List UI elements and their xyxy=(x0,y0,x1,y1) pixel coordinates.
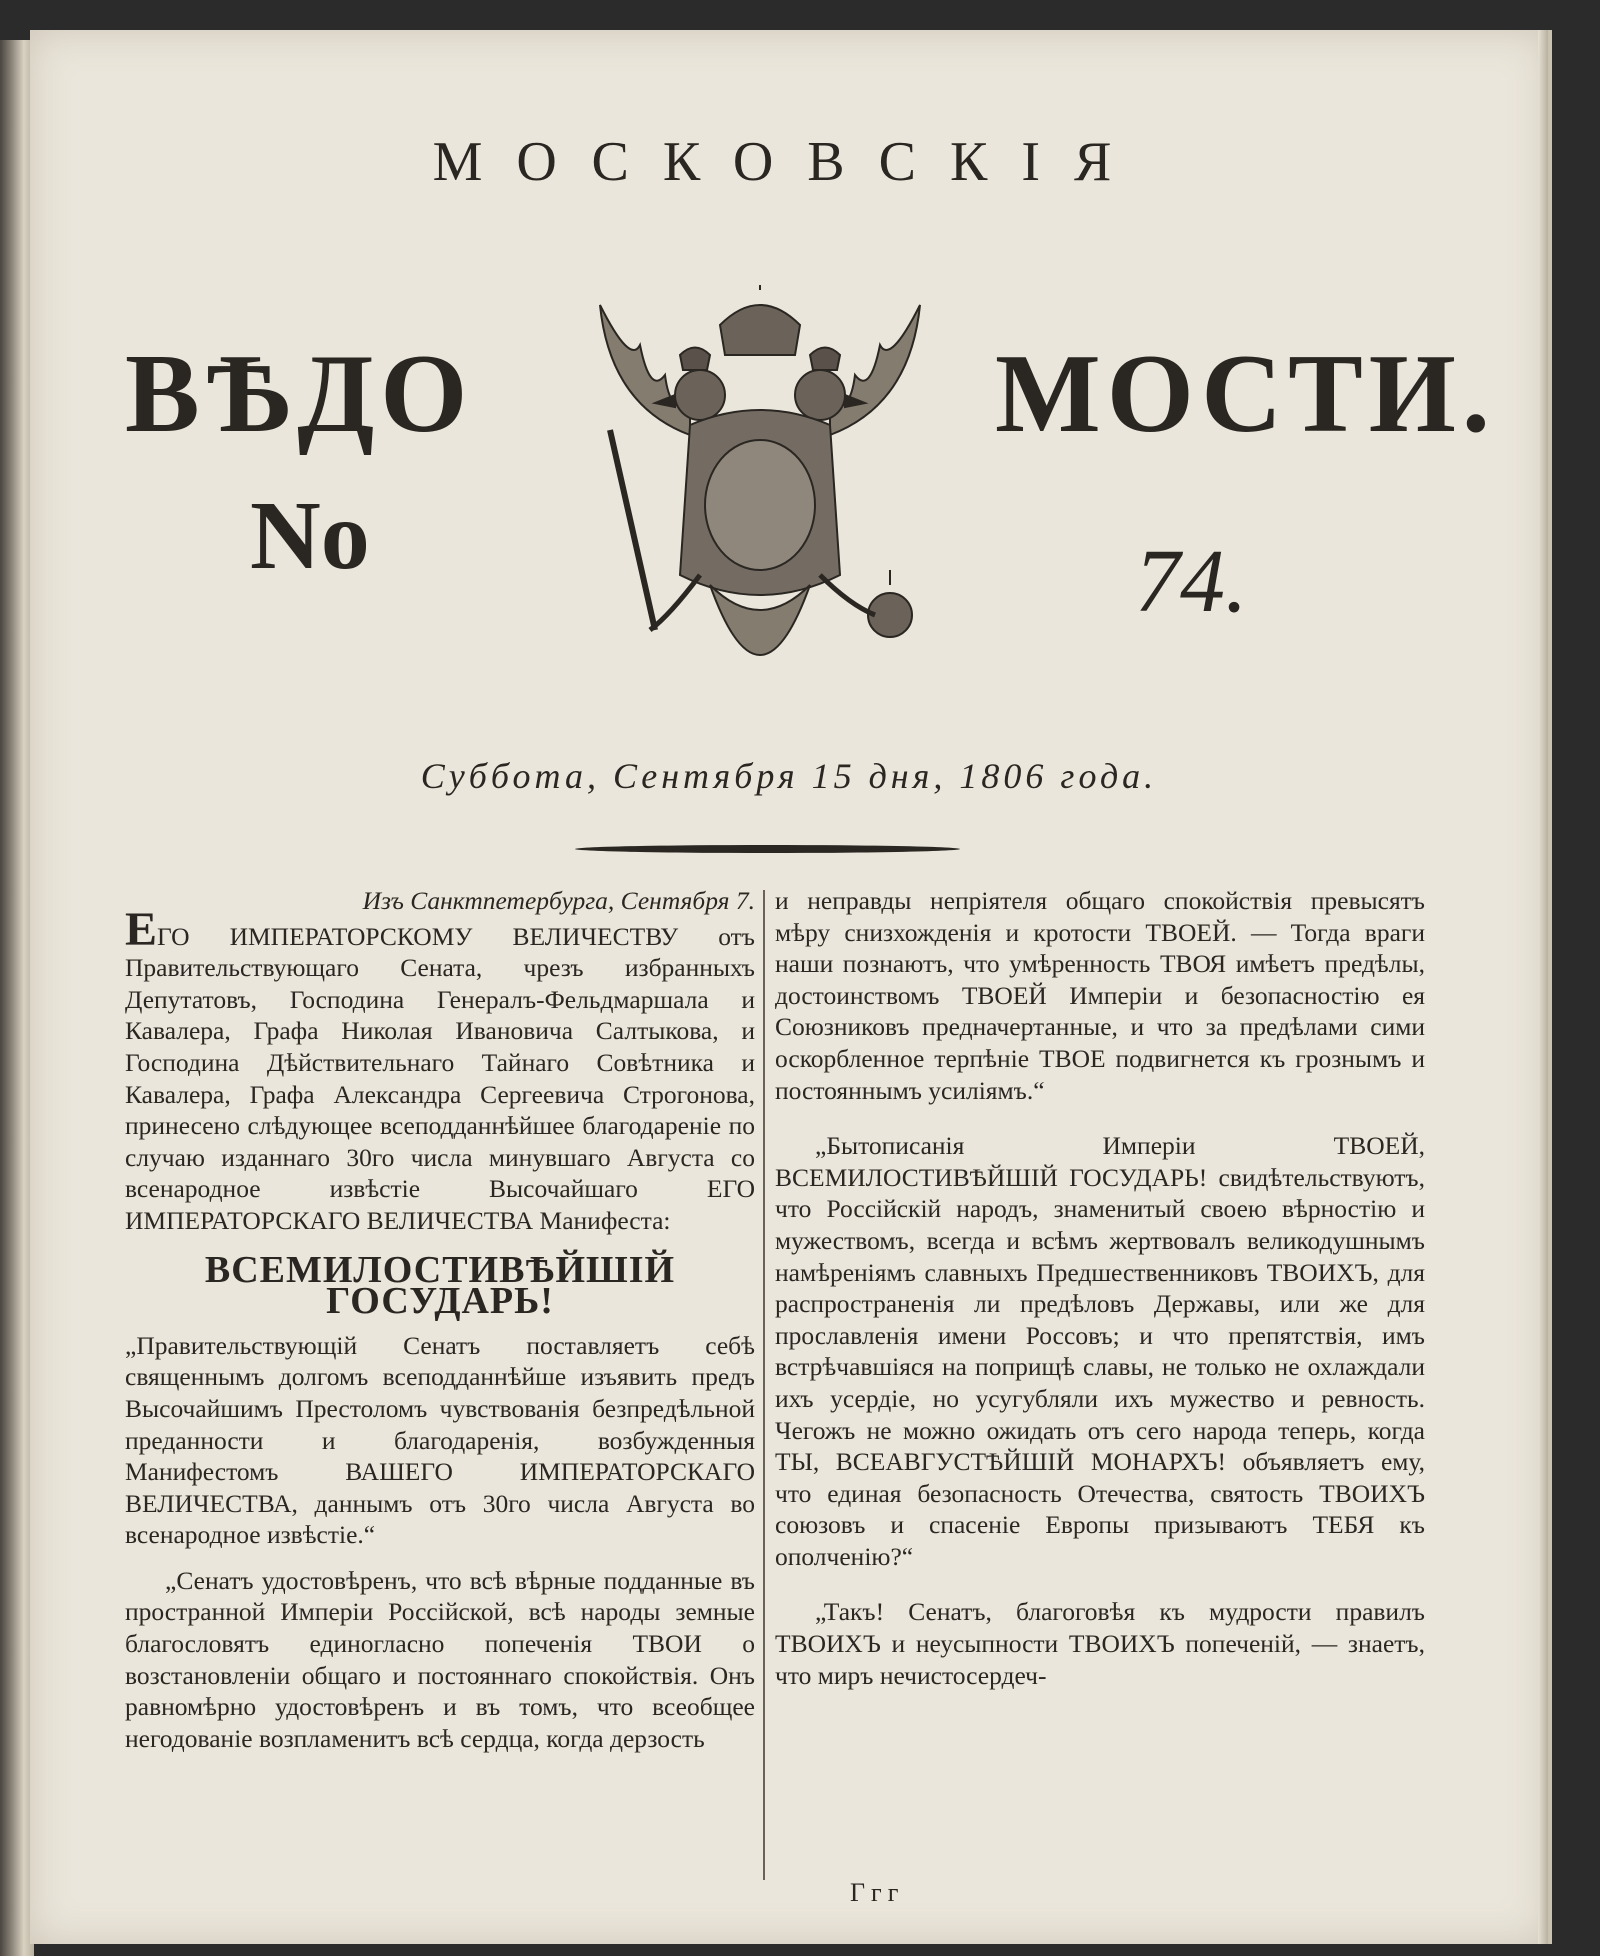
issue-number: 74. xyxy=(1135,532,1248,631)
right-paragraph-2: „Бытописанія Имперіи ТВОЕЙ, ВСЕМИЛОСТИВѢЙШІЙ ГОСУДАРЬ! свидѣтельствуютъ, что Россійскій народъ, знаменитый своею вѣрностію и мужествомъ, всегда и всѣмъ жертвовалъ великодушнымъ намѣреніямъ славныхъ Предшественниковъ ТВОИХЪ, для распространенія ли предѣловъ Державы, или же для прославленія имени Россовъ; и что препятствія, имъ встрѣчавшіяся на поприщѣ славы, не только не охлаждали ихъ усердіе, но усугубляли ихъ мужество и ревность. Чегожъ не можно ожидать отъ сего народа теперь, когда ТЫ, ВСЕАВГУСТѢЙШІЙ МОНАРХЪ! объявляетъ ему, что единая безопасность Отечества, святость ТВОИХЪ союзовъ и спасеніе Европы призываютъ ТЕБЯ къ ополченію?“ xyxy=(775,1131,1425,1571)
masthead-right-word: МОСТИ. xyxy=(995,332,1496,456)
left-paragraph-1: „Правительствующій Сенатъ поставляетъ себѣ священнымъ долгомъ всеподданнѣйше изъявить предъ Высочайшимъ Престоломъ чувствованія безпредѣльной преданности и благодаренія, возбужденныя Манифестомъ ВАШЕГО ИМПЕРАТОРСКАГО ВЕЛИЧЕСТВА, даннымъ отъ 30го числа Августа во всенародное извѣстіе.“ xyxy=(125,1330,755,1550)
column-divider xyxy=(763,890,765,1880)
drop-cap: Е xyxy=(125,902,158,956)
ornamental-rule xyxy=(575,845,960,853)
issue-dateline: Суббота, Сентября 15 дня, 1806 года. xyxy=(420,756,1158,796)
dispatch-heading: Изъ Санктпетербурга, Сентября 7. xyxy=(362,886,755,915)
masthead-top-word: МОСКОВСКІЯ xyxy=(432,131,1146,193)
lead-text: ГО ИМПЕРАТОРСКОМУ ВЕЛИЧЕСТВУ отъ Правительствующаго Сената, чрезъ избранныхъ Депутатовъ, Господина Генералъ-Фельдмаршала и Кавалера, Графа Николая Ивановича Салтыкова, и Господина Дѣйствительнаго Тайнаго Совѣтника и Кавалера, Графа Александра Сергеевича Строгонова, принесено слѣдующее всеподданнѣйшее благодареніе по случаю изданнаго 30го числа минувшаго Августа со всенародное извѣстіе Высочайшаго ЕГО ИМПЕРАТОРСКАГО ВЕЛИЧЕСТВА Манифеста: xyxy=(125,921,755,1235)
masthead-left-word: ВѢДО xyxy=(125,332,474,456)
double-headed-eagle-emblem xyxy=(570,285,950,725)
signature-mark: Ггг xyxy=(850,1878,905,1907)
left-column xyxy=(125,885,755,1754)
page-edge xyxy=(1538,30,1548,1944)
right-paragraph-1: и неправды непріятеля общаго спокойствія превысятъ мѣру снизхожденія и кротости ТВОЕЙ. — Тогда враги наши познаютъ, что умѣренность ТВОЯ имѣетъ предѣлы, достоинствомъ ТВОЕЙ Имперіи и безопасностію ея Союзниковъ предначертанные, и что за предѣлами сими оскорбленное терпѣніе ТВОЕ подвигнется къ грознымъ и постояннымъ усиліямъ.“ xyxy=(775,886,1425,1105)
right-column xyxy=(775,885,1425,1691)
address-title: ВСЕМИЛОСТИВѢЙШІЙ ГОСУДАРЬ! xyxy=(204,1248,676,1323)
book-binding xyxy=(0,40,34,1956)
issue-no-label: No xyxy=(250,482,370,590)
left-paragraph-2: „Сенатъ удостовѣренъ, что всѣ вѣрные подданные въ пространной Имперіи Россійской, всѣ народы земные благословятъ единогласно попеченія ТВОИ о возстановленіи общаго и постояннаго спокойствія. Онъ равномѣрно удостовѣренъ и въ томъ, что всеобщее негодованіе возпламенитъ всѣ сердца, когда дерзость xyxy=(125,1565,755,1753)
newspaper-page xyxy=(30,30,1552,1944)
lead-paragraph xyxy=(125,902,755,1237)
right-paragraph-3: „Такъ! Сенатъ, благоговѣя къ мудрости правилъ ТВОИХЪ и неусыпности ТВОИХЪ попеченій, — знаетъ, что миръ нечистосердеч- xyxy=(775,1597,1425,1690)
